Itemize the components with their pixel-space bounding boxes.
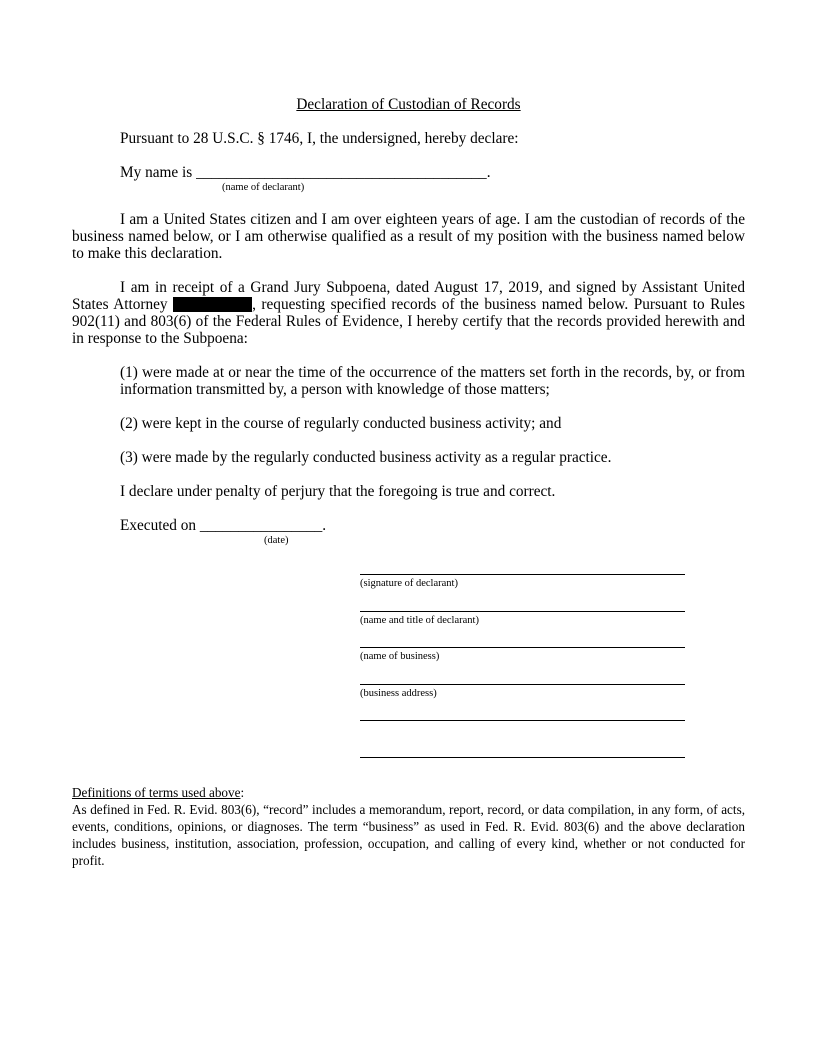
signature-block: [360, 573, 685, 792]
signature-caption: (name and title of declarant): [360, 614, 479, 626]
name-blank-line: ______________________________________.: [196, 164, 491, 181]
signature-row: [360, 646, 685, 683]
definitions-body: As defined in Fed. R. Evid. 803(6), “record” includes a memorandum, report, record, or data compilation, in any form, of acts, events, conditions, opinions, or diagnoses. The term “business” as used in Fed. R. Evid. 803(6) and the above declaration includes business, institution, association, profession, occupation, and calling of every kind, whether or not conducted for profit.: [72, 802, 745, 868]
signature-line: [360, 646, 685, 648]
signature-line: [360, 610, 685, 612]
signature-caption: (business address): [360, 687, 437, 699]
document-title: Declaration of Custodian of Records: [296, 96, 521, 113]
name-line-prefix: My name is: [120, 164, 197, 181]
date-caption: (date): [264, 535, 289, 546]
executed-line: [120, 517, 745, 534]
receipt-text-after: , requesting specified records of the business named below. Pursuant to Rules 902(11) and 803(6) of the Federal Rules of Evidence, I hereby certify that the records provided herewith and in response to the Subpoena:: [72, 296, 745, 347]
receipt-paragraph: [72, 279, 745, 347]
intro-paragraph: Pursuant to 28 U.S.C. § 1746, I, the undersigned, hereby declare:: [120, 130, 519, 147]
signature-line: [360, 573, 685, 575]
name-caption: (name of declarant): [222, 182, 305, 193]
signature-row: [360, 683, 685, 720]
signature-caption: (name of business): [360, 651, 440, 662]
definitions-heading-text: Definitions of terms used above: [72, 785, 241, 800]
receipt-text-before: I am in receipt of a Grand Jury Subpoena, dated August 17, 2019, and signed by Assistant United States Attorney: [72, 279, 745, 313]
signature-row: [360, 610, 685, 647]
definitions-heading-colon: :: [240, 785, 245, 800]
definitions-section: [72, 784, 745, 869]
executed-prefix: Executed on: [120, 517, 200, 534]
signature-row: [360, 719, 685, 756]
definitions-heading: [72, 784, 745, 801]
perjury-statement: I declare under penalty of perjury that the foregoing is true and correct.: [120, 483, 556, 500]
certification-item-2: (2) were kept in the course of regularly conducted business activity; and: [120, 415, 562, 432]
certification-item-3: (3) were made by the regularly conducted business activity as a regular practice.: [120, 449, 612, 466]
signature-caption: (signature of declarant): [360, 578, 458, 589]
citizenship-paragraph: I am a United States citizen and I am over eighteen years of age. I am the custodian of records of the business named below, or I am otherwise qualified as a result of my position with the business named below to make this declaration.: [72, 211, 745, 262]
name-line: [72, 164, 745, 181]
signature-row: [360, 573, 685, 610]
signature-line: [360, 683, 685, 685]
certification-item-1: (1) were made at or near the time of the occurrence of the matters set forth in the records, by, or from information transmitted by, a person with knowledge of those matters;: [120, 364, 745, 398]
redaction-box: [173, 297, 252, 312]
signature-line: [360, 719, 685, 721]
date-blank-line: ________________.: [199, 517, 327, 534]
signature-line: [360, 756, 685, 758]
